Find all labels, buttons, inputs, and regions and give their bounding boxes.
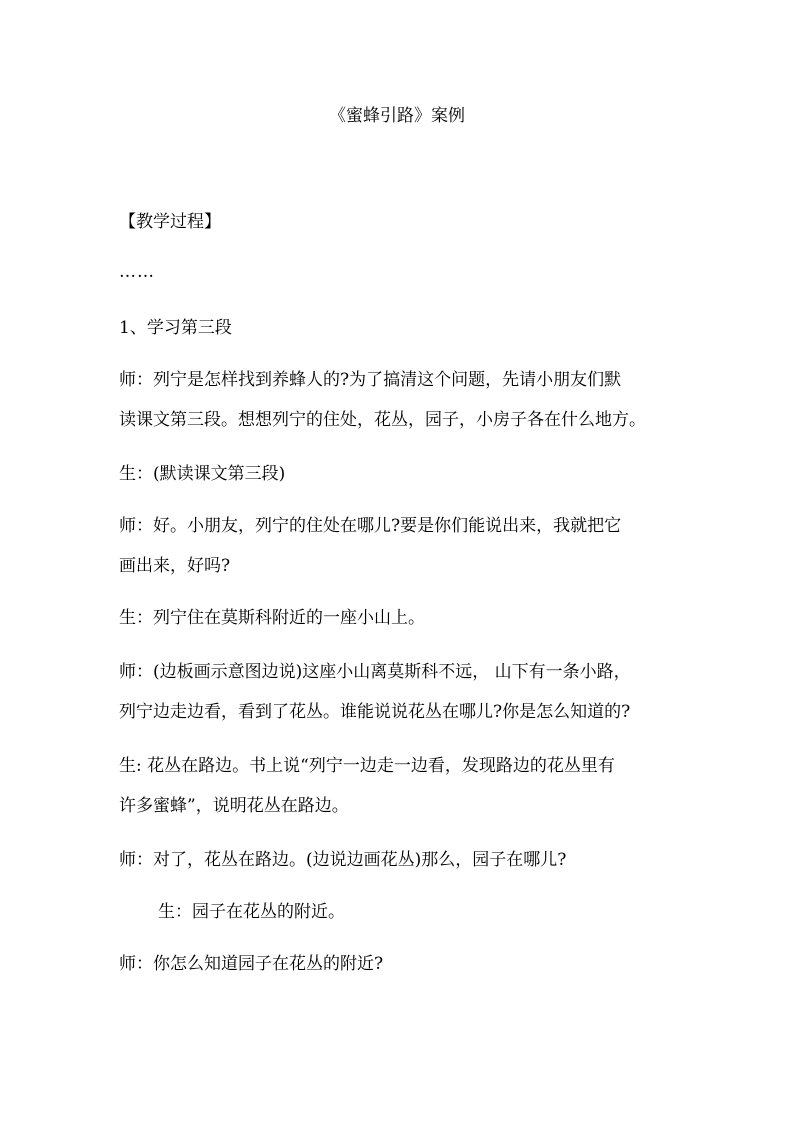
document-title: 《蜜蜂引路》案例 [329, 106, 465, 126]
paragraph-line: 生：列宁住在莫斯科附近的一座小山上。 [119, 608, 425, 628]
paragraph-line: 生：(默读课文第三段) [119, 464, 286, 484]
paragraph-line: 列宁边走边看，看到了花丛。谁能说说花丛在哪儿?你是怎么知道的? [119, 702, 631, 722]
paragraph-line: 师：对了，花丛在路边。(边说边画花丛)那么，园子在哪儿? [119, 850, 567, 870]
step-heading: 1、学习第三段 [119, 318, 232, 338]
paragraph-line: 读课文第三段。想想列宁的住处，花丛，园子，小房子各在什么地方。 [119, 410, 646, 430]
paragraph-line: 画出来，好吗? [119, 556, 231, 576]
paragraph-line: 生: 花丛在路边。书上说“列宁一边走一边看，发现路边的花丛里有 [119, 756, 615, 776]
paragraph-line: 生：园子在花丛的附近。 [158, 902, 345, 922]
section-heading: 【教学过程】 [119, 212, 221, 232]
paragraph-line: 师：列宁是怎样找到养蜂人的?为了搞清这个问题，先请小朋友们默 [119, 370, 622, 390]
paragraph-line: 许多蜜蜂”，说明花丛在路边。 [119, 796, 349, 816]
ellipsis-text: …… [119, 262, 155, 282]
paragraph-line: 师：你怎么知道园子在花丛的附近? [119, 954, 384, 974]
paragraph-line: 师：(边板画示意图边说)这座小山离莫斯科不远， 山下有一条小路， [119, 662, 631, 682]
paragraph-line: 师：好。小朋友，列宁的住处在哪儿?要是你们能说出来，我就把它 [119, 516, 622, 536]
